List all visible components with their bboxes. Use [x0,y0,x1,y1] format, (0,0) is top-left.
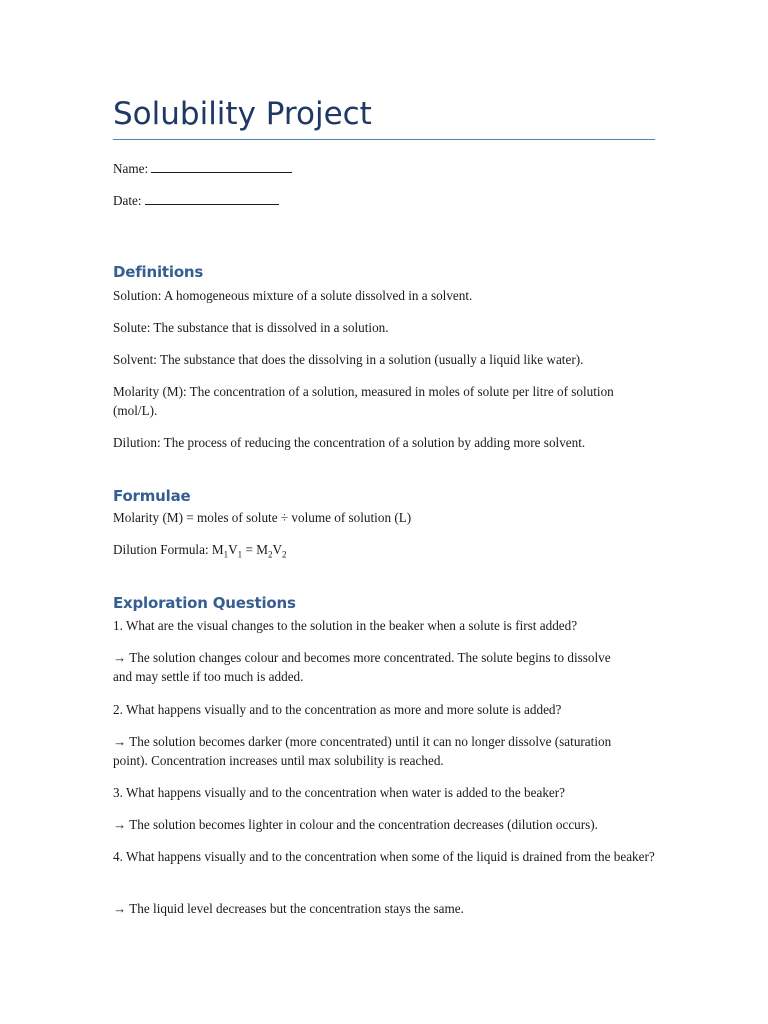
answer-1: → The solution changes colour and becomes more concentrated. The solute begins to dissolve and may settle if too much is added. [113,650,611,684]
name-label: Name: [113,161,149,176]
formula-dilution [113,540,655,559]
formula-v1: V [228,542,238,557]
page-title: Solubility Project [113,96,372,132]
date-label: Date: [113,193,142,208]
definition-solvent: Solvent: The substance that does the dissolving in a solution (usually a liquid like water). [113,352,584,367]
formula-v2: V [272,542,282,557]
question-4: 4. What happens visually and to the concentration when some of the liquid is drained from the beaker? [113,849,655,864]
formula-equals-m2: = M [242,542,268,557]
questions-heading: Exploration Questions [113,594,296,612]
name-blank-line[interactable] [151,160,292,173]
title-underline [113,139,655,140]
formulae-heading: Formulae [113,487,191,505]
definition-solution: Solution: A homogeneous mixture of a solute dissolved in a solvent. [113,288,473,303]
date-blank-line[interactable] [145,192,279,205]
answer-4: → The liquid level decreases but the concentration stays the same. [113,901,464,916]
dilution-label: Dilution Formula: M [113,542,224,557]
question-2: 2. What happens visually and to the concentration as more and more solute is added? [113,702,562,717]
name-field [113,159,655,178]
answer-2: → The solution becomes darker (more concentrated) until it can no longer dissolve (saturation point). Concentration increases until max solubility is reached. [113,734,612,768]
question-3: 3. What happens visually and to the concentration when water is added to the beaker? [113,785,566,800]
question-1: 1. What are the visual changes to the solution in the beaker when a solute is first added? [113,618,578,633]
subscript-v2: 2 [281,549,287,560]
subscript-m1: 1 [223,549,229,560]
subscript-m2: 2 [267,549,273,560]
definitions-heading: Definitions [113,263,204,281]
date-field [113,191,655,210]
subscript-v1: 1 [237,549,243,560]
definition-molarity: Molarity (M): The concentration of a solution, measured in moles of solute per litre of solution (mol/L). [113,384,614,418]
definition-dilution: Dilution: The process of reducing the concentration of a solution by adding more solvent. [113,435,586,450]
answer-3: → The solution becomes lighter in colour and the concentration decreases (dilution occurs). [113,817,598,832]
formula-molarity: Molarity (M) = moles of solute ÷ volume of solution (L) [113,510,412,525]
definition-solute: Solute: The substance that is dissolved in a solution. [113,320,389,335]
